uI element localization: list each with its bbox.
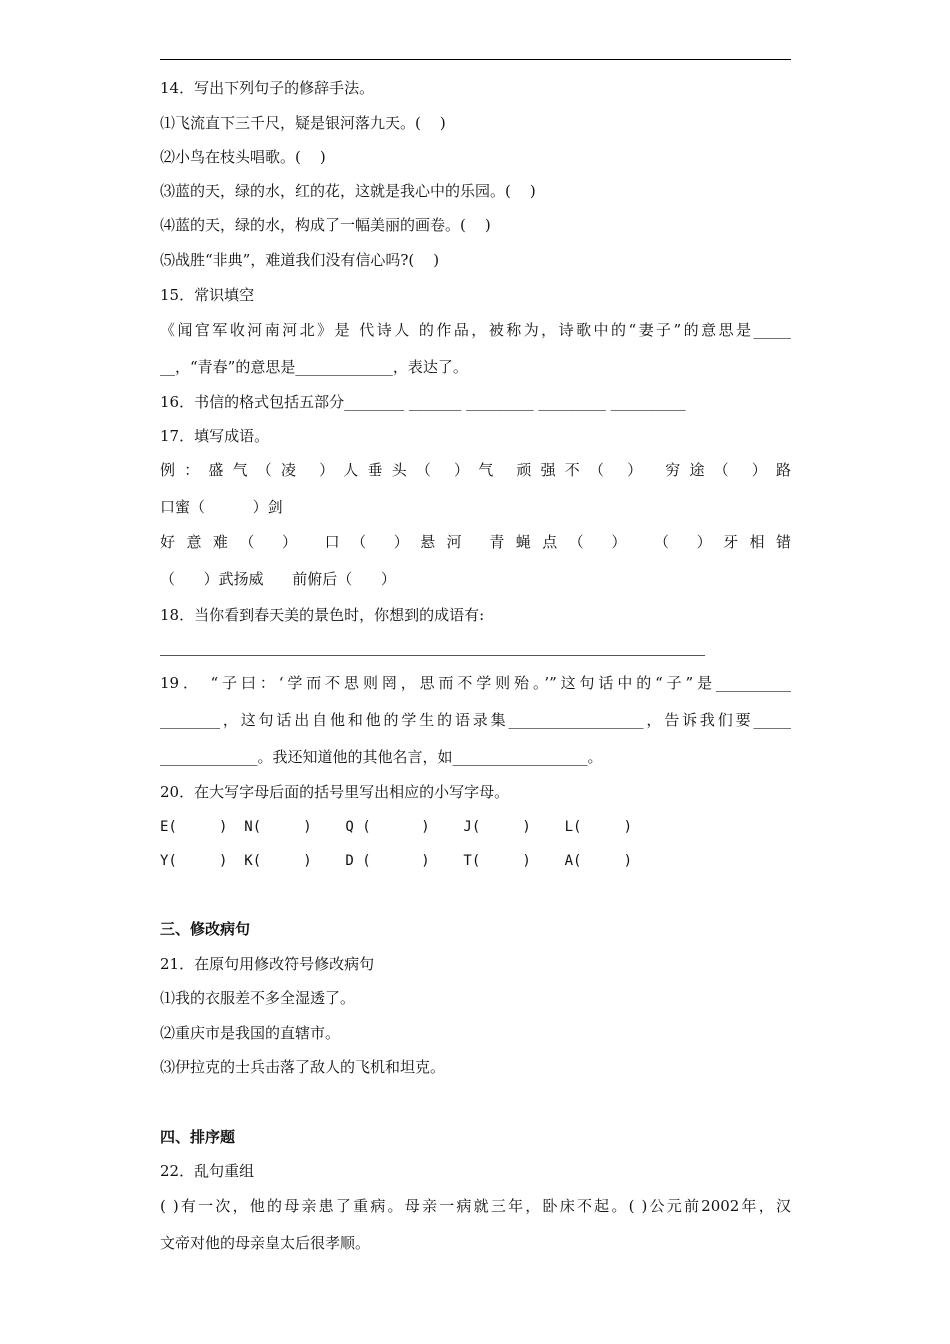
q20-title: 20．在大写字母后面的括号里写出相应的小写字母。 [160,783,510,801]
q20-row-1: E( ) N( ) Q ( ) J( ) L( ) [160,819,633,835]
q14-item-1: ⑴飞流直下三千尺，疑是银河落九天。( ) [160,114,446,132]
q21-item-3: ⑶伊拉克的士兵击落了敌人的飞机和坦克。 [160,1058,446,1076]
q17-line-2: 口蜜（ ）剑 [160,498,283,516]
q19-line-1: 19． “子曰：‘学而不思则罔，思而不学则殆。’”这句话中的“子”是__________ [160,674,791,692]
q14-title: 14．写出下列句子的修辞手法。 [160,79,375,97]
q16-text: 16．书信的格式包括五部分________ _______ _________ _________ __________ [160,393,686,411]
q22-title: 22．乱句重组 [160,1162,255,1180]
q19-line-2: ________，这句话出自他和他的学生的语录集__________________，告诉我们要_____ [160,711,791,729]
q14-item-4: ⑷蓝的天，绿的水，构成了一幅美丽的画卷。( ) [160,216,491,234]
q19-line-3: _____________。我还知道他的其他名言，如__________________。 [160,748,603,766]
q20-row-2: Y( ) K( ) D ( ) T( ) A( ) [160,853,633,869]
q14-item-5: ⑸战胜“非典”，难道我们没有信心吗?( ) [160,251,440,269]
q15-title: 15．常识填空 [160,286,255,304]
q15-line-2: __，“青春”的意思是_____________，表达了。 [160,358,468,376]
section-4-heading: 四、排序题 [160,1128,236,1146]
q17-title: 17．填写成语。 [160,427,270,445]
section-3-heading: 三、修改病句 [160,920,251,938]
q17-line-3: 好意难（ ） 口（ ）悬河 青蝇点（ ） （ ）牙相错 [160,533,791,551]
q22-line-2: 文帝对他的母亲皇太后很孝顺。 [160,1234,371,1252]
q17-line-4: （ ）武扬威 前俯后（ ） [160,570,396,588]
header-rule [160,59,791,60]
q17-line-1: 例：盛气（凌 ）人垂头（ ）气 顽强不（ ） 穷途（ ）路 [160,461,791,479]
q21-item-2: ⑵重庆市是我国的直辖市。 [160,1024,341,1042]
q15-line-1: 《闻官军收河南河北》是 代诗人 的作品，被称为，诗歌中的“妻子”的意思是_____ [160,321,791,339]
q21-item-1: ⑴我的衣服差不多全湿透了。 [160,989,356,1007]
q18-answer-line[interactable] [160,655,705,656]
q22-line-1: ( )有一次，他的母亲患了重病。母亲一病就三年，卧床不起。( )公元前2002年，汉 [160,1197,791,1215]
q14-item-2: ⑵小鸟在枝头唱歌。( ) [160,148,326,166]
q14-item-3: ⑶蓝的天，绿的水，红的花，这就是我心中的乐园。( ) [160,182,536,200]
q18-title: 18．当你看到春天美的景色时，你想到的成语有: [160,606,485,624]
q21-title: 21．在原句用修改符号修改病句 [160,955,375,973]
